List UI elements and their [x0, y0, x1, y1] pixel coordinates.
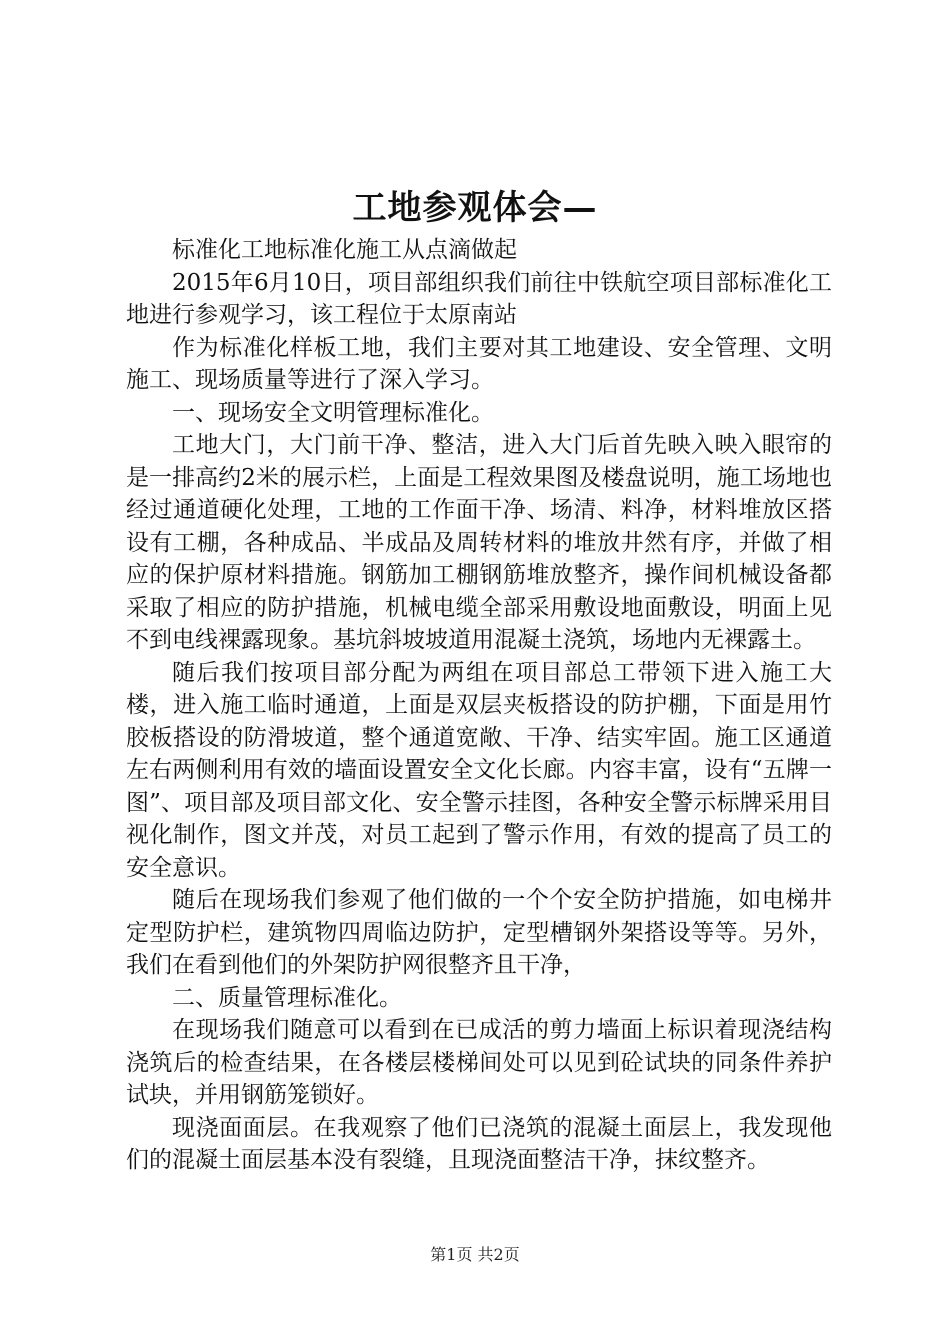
- safety-gate-paragraph: 工地大门，大门前干净、整洁，进入大门后首先映入映入眼帘的是一排高约2米的展示栏，上面是工程效果图及楼盘说明，施工场地也经过通道硬化处理，工地的工作面干净、场清、料净，材料堆放区搭设有工棚，各种成品、半成品及周转材料的堆放井然有序，并做了相应的保护原材料措施。钢筋加工棚钢筋堆放整齐，操作间机械设备都采取了相应的防护措施，机械电缆全部采用敷设地面敷设，明面上见不到电线裸露现象。基坑斜坡坡道用混凝土浇筑，场地内无裸露土。: [126, 432, 832, 653]
- intro-paragraph: 2015年6月10日，项目部组织我们前往中铁航空项目部标准化工地进行参观学习，该工程位于太原南站: [126, 269, 832, 328]
- section-heading-safety: 一、现场安全文明管理标准化。: [172, 399, 494, 426]
- quality-inspection-paragraph: 在现场我们随意可以看到在已成活的剪力墙面上标识着现浇结构浇筑后的检查结果，在各楼层楼梯间处可以见到砼试块的同条件养护试块，并用钢筋笼锁好。: [126, 1017, 832, 1108]
- quality-surface-paragraph: 现浇面面层。在我观察了他们已浇筑的混凝土面层上，我发现他们的混凝土面层基本没有裂缝，且现浇面整洁干净，抹纹整齐。: [126, 1114, 832, 1173]
- safety-building-paragraph: 随后我们按项目部分配为两组在项目部总工带领下进入施工大楼，进入施工临时通道，上面是双层夹板搭设的防护棚，下面是用竹胶板搭设的防滑坡道，整个通道宽敞、干净、结实牢固。施工区通道左右两侧利用有效的墙面设置安全文化长廊。内容丰富，设有“五牌一图”、项目部及项目部文化、安全警示挂图，各种安全警示标牌采用目视化制作，图文并茂，对员工起到了警示作用，有效的提高了员工的安全意识。: [126, 659, 832, 881]
- subtitle-paragraph: 标准化工地标准化施工从点滴做起: [172, 237, 517, 263]
- section-heading-quality: 二、质量管理标准化。: [172, 984, 402, 1011]
- page-number-footer: 第1页 共2页: [430, 1245, 520, 1264]
- overview-paragraph: 作为标准化样板工地，我们主要对其工地建设、安全管理、文明施工、现场质量等进行了深入学习。: [126, 334, 832, 393]
- document-title: 工地参观体会—: [352, 188, 598, 228]
- document-body: [126, 234, 832, 1177]
- safety-measures-paragraph: 随后在现场我们参观了他们做的一个个安全防护措施，如电梯井定型防护栏，建筑物四周临边防护，定型槽钢外架搭设等等。另外，我们在看到他们的外架防护网很整齐且干净，: [126, 887, 832, 978]
